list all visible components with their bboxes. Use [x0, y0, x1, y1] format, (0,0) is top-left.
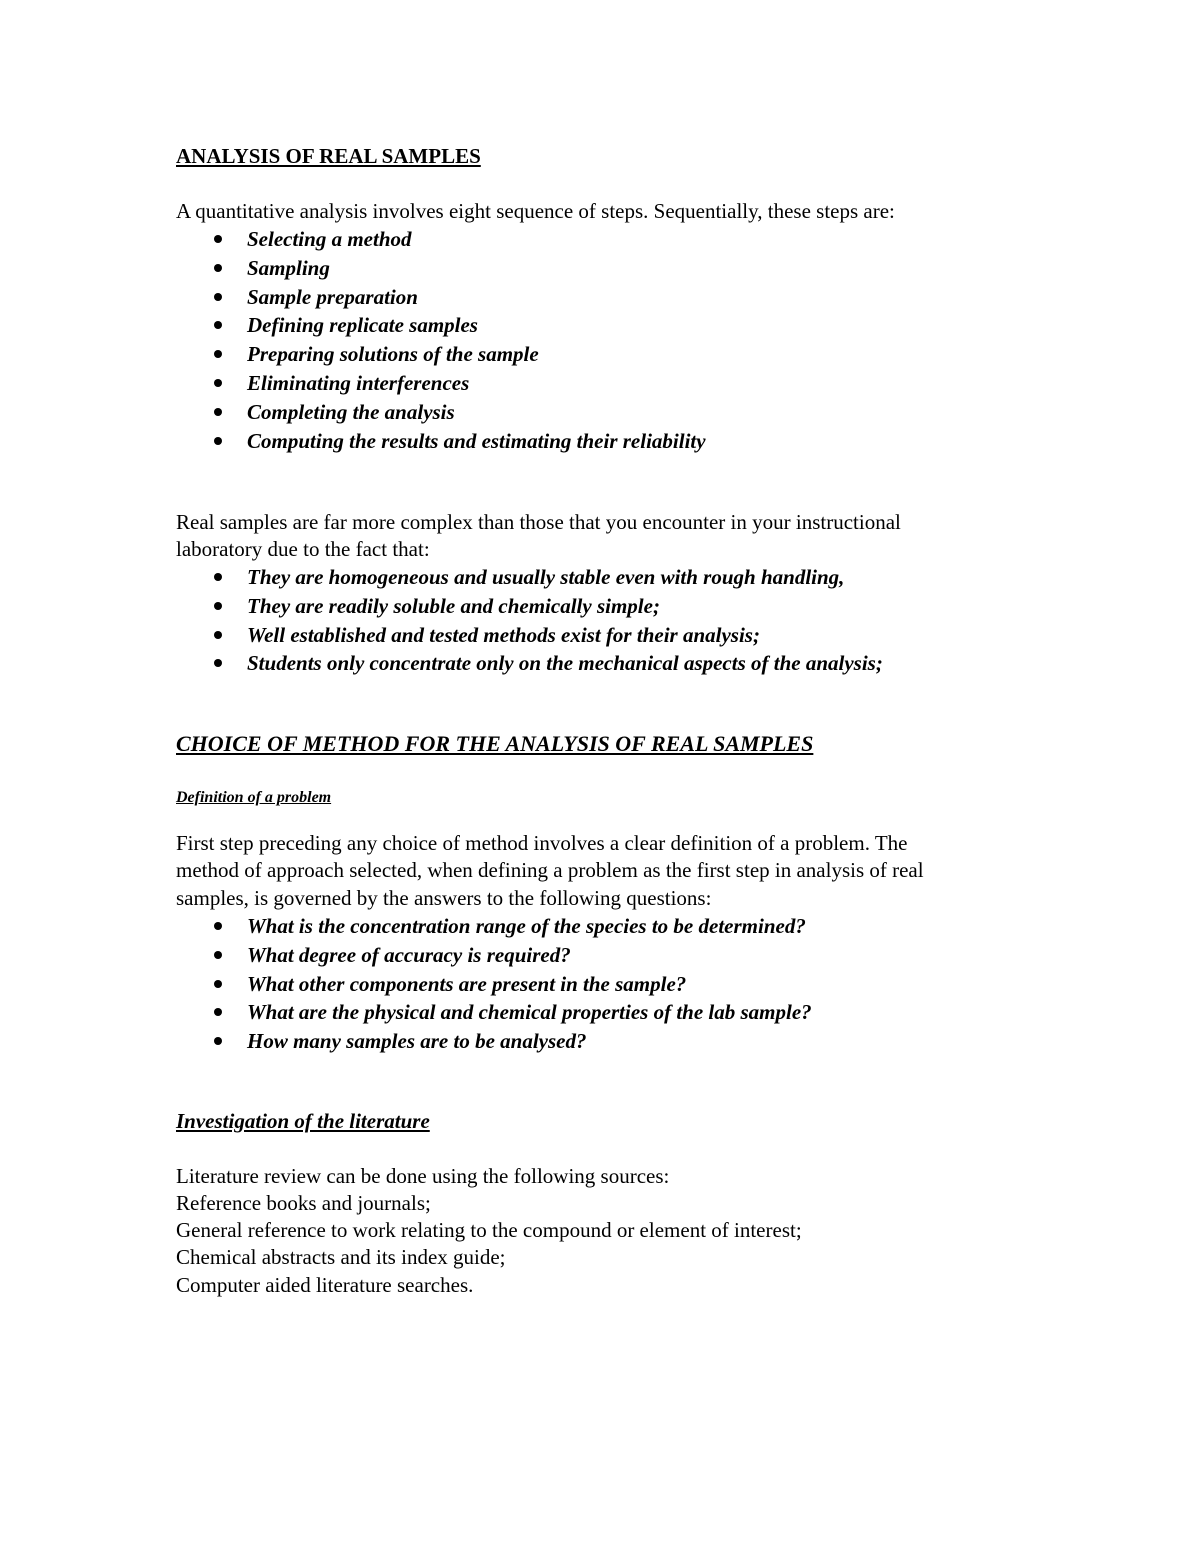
bullet-icon: [214, 1008, 222, 1016]
list-item: [176, 427, 706, 456]
real-samples-text-line1: Real samples are far more complex than those that you encounter in your instructional: [176, 510, 901, 534]
list-item: [176, 398, 706, 427]
list-item: [176, 592, 883, 621]
lab-facts-list: [176, 563, 883, 678]
bullet-icon: [214, 980, 222, 988]
definition-text-line2: method of approach selected, when defining a problem as the first step in analysis of real: [176, 858, 924, 882]
source-item: General reference to work relating to the compound or element of interest;: [176, 1218, 802, 1242]
step-label: Sample preparation: [247, 284, 418, 309]
question-label: How many samples are to be analysed?: [247, 1029, 587, 1054]
fact-label: Students only concentrate only on the mechanical aspects of the analysis;: [247, 651, 883, 676]
step-label: Sampling: [247, 255, 330, 280]
literature-intro: Literature review can be done using the following sources:: [176, 1164, 670, 1188]
questions-list: [176, 912, 812, 1056]
bullet-icon: [214, 408, 222, 416]
list-item: [176, 311, 706, 340]
question-label: What other components are present in the sample?: [247, 971, 687, 996]
list-item: [176, 998, 812, 1027]
bullet-icon: [214, 350, 222, 358]
choice-heading: CHOICE OF METHOD FOR THE ANALYSIS OF REAL SAMPLES: [176, 731, 814, 756]
list-item: [176, 283, 706, 312]
steps-list: [176, 225, 706, 455]
list-item: [176, 563, 883, 592]
bullet-icon: [214, 602, 222, 610]
list-item: [176, 941, 812, 970]
list-item: [176, 1027, 812, 1056]
definition-text-line3: samples, is governed by the answers to the following questions:: [176, 886, 712, 910]
intro-text: A quantitative analysis involves eight sequence of steps. Sequentially, these steps are:: [176, 199, 895, 223]
step-label: Selecting a method: [247, 227, 412, 251]
bullet-icon: [214, 631, 222, 639]
step-label: Eliminating interferences: [247, 370, 470, 395]
question-label: What degree of accuracy is required?: [247, 942, 571, 967]
bullet-icon: [214, 659, 222, 667]
source-item: Chemical abstracts and its index guide;: [176, 1245, 506, 1269]
fact-label: They are readily soluble and chemically simple;: [247, 593, 660, 618]
step-label: Preparing solutions of the sample: [247, 342, 539, 367]
bullet-icon: [214, 1037, 222, 1045]
bullet-icon: [214, 951, 222, 959]
source-item: Computer aided literature searches.: [176, 1273, 474, 1297]
bullet-icon: [214, 573, 222, 581]
definition-heading: Definition of a problem: [176, 789, 332, 806]
bullet-icon: [214, 321, 222, 329]
bullet-icon: [214, 379, 222, 387]
bullet-icon: [214, 293, 222, 301]
question-label: What are the physical and chemical properties of the lab sample?: [247, 1000, 812, 1025]
step-label: Computing the results and estimating their reliability: [247, 428, 706, 453]
bullet-icon: [214, 922, 222, 930]
list-item: [176, 649, 883, 678]
fact-label: Well established and tested methods exist for their analysis;: [247, 622, 760, 647]
list-item: [176, 340, 706, 369]
list-item: [176, 225, 706, 254]
bullet-icon: [214, 235, 222, 243]
step-label: Completing the analysis: [247, 399, 455, 424]
definition-text-line1: First step preceding any choice of method involves a clear definition of a problem. The: [176, 831, 908, 855]
list-item: [176, 621, 883, 650]
fact-label: They are homogeneous and usually stable even with rough handling,: [247, 565, 845, 589]
bullet-icon: [214, 437, 222, 445]
list-item: [176, 970, 812, 999]
source-item: Reference books and journals;: [176, 1191, 431, 1215]
list-item: [176, 912, 812, 941]
list-item: [176, 369, 706, 398]
step-label: Defining replicate samples: [247, 313, 478, 338]
real-samples-text-line2: laboratory due to the fact that:: [176, 537, 430, 561]
list-item: [176, 254, 706, 283]
question-label: What is the concentration range of the species to be determined?: [247, 914, 806, 938]
main-heading: ANALYSIS OF REAL SAMPLES: [176, 144, 481, 168]
literature-heading: Investigation of the literature: [176, 1109, 430, 1133]
bullet-icon: [214, 264, 222, 272]
